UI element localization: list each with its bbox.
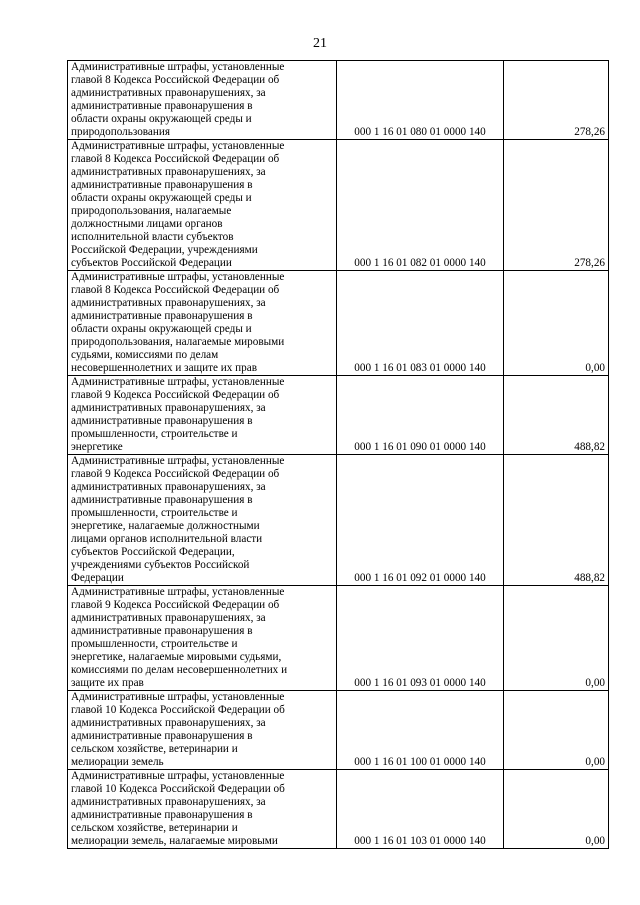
- revenue-name-line: мелиорации земель: [71, 756, 164, 768]
- revenue-name-cell: [68, 376, 337, 455]
- amount-cell: 278,26: [504, 140, 609, 271]
- revenue-name-line: области охраны окружающей среды и: [71, 192, 252, 204]
- revenue-name-cell: [68, 455, 337, 586]
- revenue-name-line: главой 10 Кодекса Российской Федерации об: [71, 704, 285, 716]
- amount-cell: 0,00: [504, 770, 609, 849]
- revenue-name-line: Административные штрафы, установленные: [71, 691, 285, 703]
- amount-cell: 488,82: [504, 376, 609, 455]
- budget-code-cell: 000 1 16 01 100 01 0000 140: [337, 691, 504, 770]
- revenue-name-line: должностными лицами органов: [71, 218, 223, 230]
- revenue-name-cell: [68, 586, 337, 691]
- budget-code-cell: 000 1 16 01 103 01 0000 140: [337, 770, 504, 849]
- amount-cell: 488,82: [504, 455, 609, 586]
- revenue-name-line: административных правонарушениях, за: [71, 166, 266, 178]
- revenue-name-cell: [68, 140, 337, 271]
- revenue-name-line: Административные штрафы, установленные: [71, 140, 285, 152]
- revenue-table-body: [68, 61, 609, 849]
- table-row: [68, 376, 609, 455]
- revenue-name-line: Административные штрафы, установленные: [71, 586, 285, 598]
- revenue-name-cell: [68, 61, 337, 140]
- revenue-name-line: мелиорации земель, налагаемые мировыми: [71, 835, 278, 847]
- revenue-name-line: административных правонарушениях, за: [71, 402, 266, 414]
- table-row: [68, 586, 609, 691]
- revenue-name-line: Федерации: [71, 572, 124, 584]
- revenue-name-line: Российской Федерации, учреждениями: [71, 244, 258, 256]
- revenue-name-line: защите их прав: [71, 677, 144, 689]
- revenue-name-line: главой 8 Кодекса Российской Федерации об: [71, 74, 280, 86]
- revenue-name-line: административных правонарушениях, за: [71, 481, 266, 493]
- revenue-name-line: главой 10 Кодекса Российской Федерации об: [71, 783, 285, 795]
- table-row: [68, 61, 609, 140]
- revenue-table: [67, 60, 609, 849]
- revenue-name-line: субъектов Российской Федерации,: [71, 546, 235, 558]
- revenue-name-line: Административные штрафы, установленные: [71, 455, 285, 467]
- revenue-name-line: области охраны окружающей среды и: [71, 113, 252, 125]
- revenue-name-line: главой 9 Кодекса Российской Федерации об: [71, 599, 280, 611]
- revenue-name-line: Административные штрафы, установленные: [71, 61, 285, 73]
- revenue-name-line: административных правонарушениях, за: [71, 297, 266, 309]
- revenue-name-line: Административные штрафы, установленные: [71, 271, 285, 283]
- revenue-name-line: энергетике: [71, 441, 123, 453]
- revenue-name-line: промышленности, строительстве и: [71, 428, 238, 440]
- revenue-name-line: административных правонарушениях, за: [71, 717, 266, 729]
- revenue-name-cell: [68, 271, 337, 376]
- revenue-name-line: промышленности, строительстве и: [71, 507, 238, 519]
- budget-code-cell: 000 1 16 01 090 01 0000 140: [337, 376, 504, 455]
- table-row: [68, 691, 609, 770]
- revenue-name-line: несовершеннолетних и защите их прав: [71, 362, 257, 374]
- revenue-name-line: учреждениями субъектов Российской: [71, 559, 250, 571]
- revenue-name-line: главой 9 Кодекса Российской Федерации об: [71, 389, 280, 401]
- revenue-name-line: комиссиями по делам несовершеннолетних и: [71, 664, 288, 676]
- revenue-name-line: административные правонарушения в: [71, 494, 253, 506]
- table-row: [68, 271, 609, 376]
- revenue-name-line: сельском хозяйстве, ветеринарии и: [71, 822, 238, 834]
- page-number: 21: [313, 36, 327, 51]
- revenue-name-line: исполнительной власти субъектов: [71, 231, 234, 243]
- revenue-name-line: лицами органов исполнительной власти: [71, 533, 263, 545]
- revenue-name-line: природопользования, налагаемые мировыми: [71, 336, 285, 348]
- table-row: [68, 770, 609, 849]
- revenue-name-line: административных правонарушениях, за: [71, 87, 266, 99]
- revenue-name-line: административные правонарушения в: [71, 625, 253, 637]
- amount-cell: 0,00: [504, 271, 609, 376]
- revenue-name-line: административные правонарушения в: [71, 809, 253, 821]
- revenue-name-cell: [68, 770, 337, 849]
- revenue-name-line: административные правонарушения в: [71, 310, 253, 322]
- revenue-name-line: административные правонарушения в: [71, 179, 253, 191]
- budget-code-cell: 000 1 16 01 082 01 0000 140: [337, 140, 504, 271]
- revenue-name-line: энергетике, налагаемые мировыми судьями,: [71, 651, 282, 663]
- revenue-name-line: административные правонарушения в: [71, 730, 253, 742]
- revenue-name-line: области охраны окружающей среды и: [71, 323, 252, 335]
- revenue-name-line: природопользования, налагаемые: [71, 205, 232, 217]
- budget-code-cell: 000 1 16 01 080 01 0000 140: [337, 61, 504, 140]
- revenue-name-line: судьями, комиссиями по делам: [71, 349, 219, 361]
- revenue-name-line: природопользования: [71, 126, 171, 138]
- revenue-name-line: сельском хозяйстве, ветеринарии и: [71, 743, 238, 755]
- revenue-name-line: главой 9 Кодекса Российской Федерации об: [71, 468, 280, 480]
- revenue-name-cell: [68, 691, 337, 770]
- revenue-name-line: энергетике, налагаемые должностными: [71, 520, 260, 532]
- table-row: [68, 455, 609, 586]
- revenue-name-line: главой 8 Кодекса Российской Федерации об: [71, 153, 280, 165]
- revenue-name-line: Административные штрафы, установленные: [71, 376, 285, 388]
- budget-code-cell: 000 1 16 01 083 01 0000 140: [337, 271, 504, 376]
- revenue-name-line: главой 8 Кодекса Российской Федерации об: [71, 284, 280, 296]
- amount-cell: 0,00: [504, 586, 609, 691]
- budget-code-cell: 000 1 16 01 092 01 0000 140: [337, 455, 504, 586]
- amount-cell: 278,26: [504, 61, 609, 140]
- revenue-name-line: административные правонарушения в: [71, 100, 253, 112]
- revenue-name-line: субъектов Российской Федерации: [71, 257, 232, 269]
- revenue-name-line: административные правонарушения в: [71, 415, 253, 427]
- revenue-name-line: административных правонарушениях, за: [71, 796, 266, 808]
- revenue-name-line: Административные штрафы, установленные: [71, 770, 285, 782]
- revenue-name-line: промышленности, строительстве и: [71, 638, 238, 650]
- amount-cell: 0,00: [504, 691, 609, 770]
- table-row: [68, 140, 609, 271]
- revenue-name-line: административных правонарушениях, за: [71, 612, 266, 624]
- budget-code-cell: 000 1 16 01 093 01 0000 140: [337, 586, 504, 691]
